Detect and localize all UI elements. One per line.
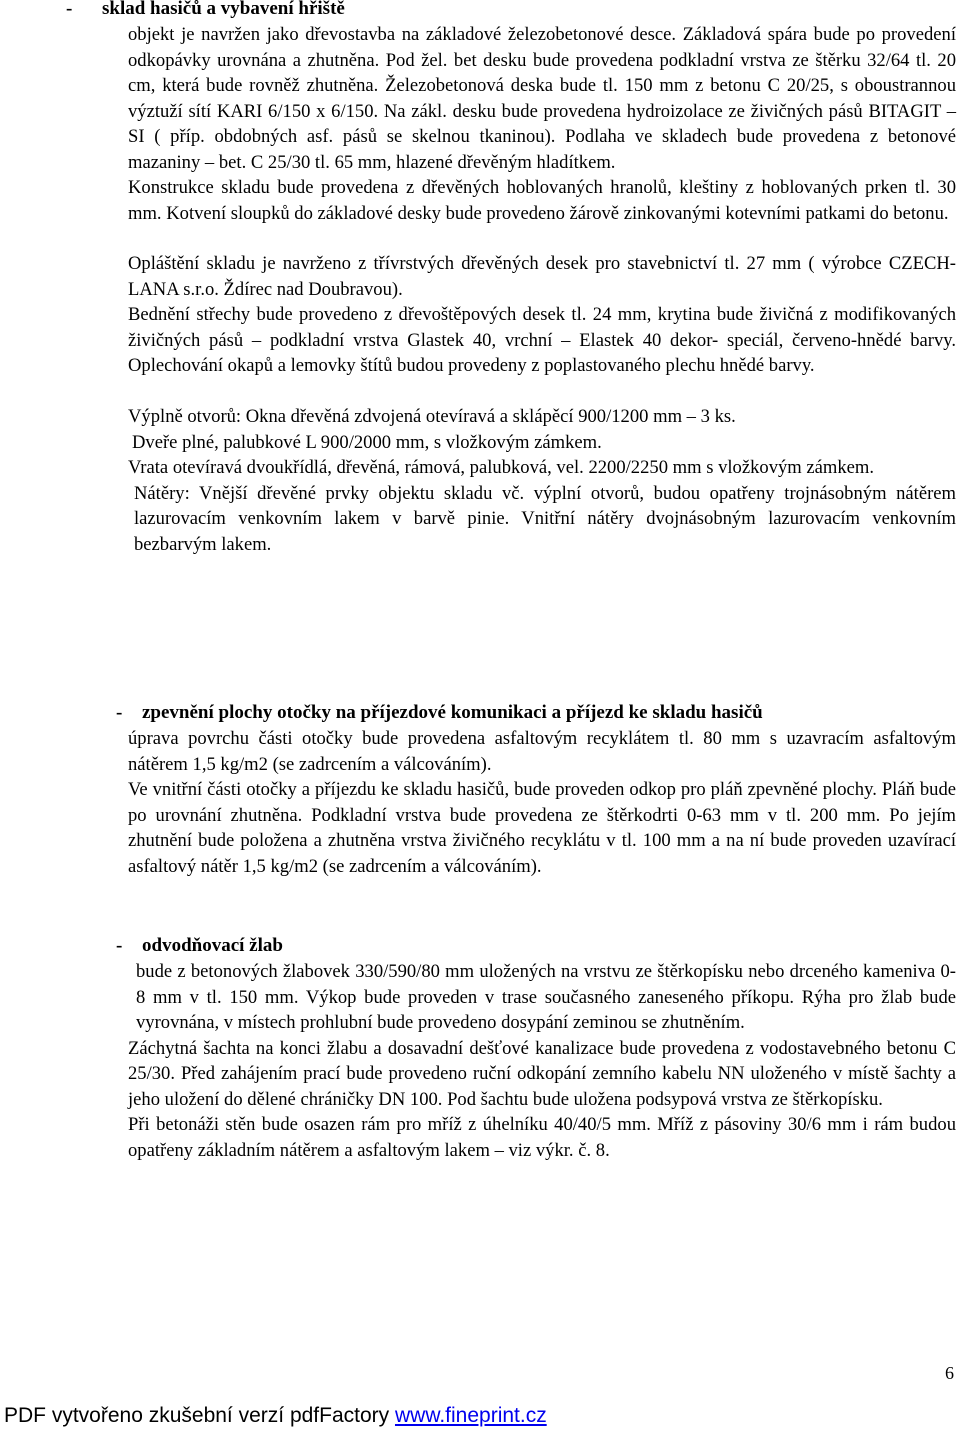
section-2-paragraph-1: úprava povrchu části otočky bude provedena asfaltovým recyklátem tl. 80 mm s uzavracím asfaltovým nátěrem 1,5 kg/m2 (se zadrcením a válcováním). (128, 728, 956, 775)
section-1-openings (128, 404, 956, 557)
section-2-paragraph-2: Ve vnitřní části otočky a příjezdu ke skladu hasičů, bude proveden odkop pro pláň zpevněné plochy. Pláň bude po urovnání zhutněna. Podkladní vrstva bude provedena ze štěrkodrti 0-63 mm v tl. 200 mm. Po jejím zhutnění bude položena a zhutněna vrstva živičného recyklátu v tl. 100 mm a na ní bude proveden uzavírací asfaltový nátěr 1,5 kg/m2 (se zadrcením a válcováním). (128, 779, 956, 877)
section-3-paragraph-2: Záchytná šachta na konci žlabu a dosavadní dešťové kanalizace bude provedena z vodostavebného betonu C 25/30. Před zahájením prací bude provedeno ruční odkopání zemního kabelu NN uloženého v místě šachty a jeho uložení do dělené chráničky DN 100. Pod šachtu bude uložena podsypová vrstva ze štěrkopísku. (128, 1037, 956, 1110)
section-2-dash: - (116, 702, 123, 723)
section-1-paragraph-1: objekt je navržen jako dřevostavba na základové železobetonové desce. Základová spára bude po provedení odkopávky urovnána a zhutněna. Pod žel. bet desku bude provedena podkladní vrstva ze štěrku 32/64 tl. 20 cm, která bude rovněž zhutněna. Železobetonová deska bude tl. 150 mm z betonu C 20/25, s oboustrannou výztuží sítí KARI 6/150 x 6/150. Na zákl. desku bude provedena hydroizolace ze živičných pásů BITAGIT – SI ( příp. obdobných asf. pásů se skelnou tkaninou). Podlaha ve skladech bude provedena z betonové mazaniny – bet. C 25/30 tl. 65 mm, hlazené dřevěným hladítkem. (128, 24, 956, 173)
section-1-paragraph-3: Opláštění skladu je navrženo z třívrstvých dřevěných desek pro stavebnictví tl. 27 mm ( výrobce CZECH-LANA s.r.o. Ždírec nad Doubravou). (128, 253, 956, 300)
section-2-title: zpevnění plochy otočky na příjezdové komunikaci a příjezd ke skladu hasičů (142, 702, 763, 723)
section-1-body (128, 22, 956, 226)
section-3-dash: - (116, 935, 123, 956)
footer-text: PDF vytvořeno zkušební verzí pdfFactory (4, 1404, 395, 1427)
section-1-dash: - (66, 0, 73, 19)
section-3-title: odvodňovací žlab (142, 935, 283, 956)
footer-link[interactable]: www.fineprint.cz (394, 1404, 547, 1427)
page-number: 6 (945, 1363, 954, 1383)
section-1-paragraph-7: Vrata otevíravá dvoukřídlá, dřevěná, rámová, palubková, vel. 2200/2250 mm s vložkovým zámkem. (128, 457, 875, 478)
section-1-title: sklad hasičů a vybavení hřiště (102, 0, 345, 19)
section-3-paragraph-3: Při betonáži stěn bude osazen rám pro mříž z úhelníku 40/40/5 mm. Mříž z pásoviny 30/6 mm i rám budou opatřeny základním nátěrem a asfaltovým lakem – viz výkr. č. 8. (128, 1114, 956, 1161)
section-3-body (128, 959, 956, 1163)
section-1-paragraph-5: Výplně otvorů: Okna dřevěná zdvojená otevíravá a sklápěcí 900/1200 mm – 3 ks. (128, 406, 736, 427)
pdf-footer (4, 1404, 547, 1428)
section-2-body (128, 726, 956, 879)
section-3-paragraph-1: bude z betonových žlabovek 330/590/80 mm uložených na vrstvu ze štěrkopísku nebo drceného kameniva 0-8 mm v tl. 150 mm. Výkop bude proveden v trase současného zaneseného příkopu. Rýha pro žlab bude vyrovnána, v místech prohlubní bude provedeno dosypání zeminou se zhutněním. (136, 961, 956, 1033)
section-1-paragraph-4: Bednění střechy bude provedeno z dřevoštěpových desek tl. 24 mm, krytina bude živičná z modifikovaných živičných pásů – podkladní vrstva Glastek 40, vrchní – Elastek 40 dekor- speciál, červeno-hnědé barvy. Oplechování okapů a lemovky štítů budou provedeny z poplastovaného plechu hnědé barvy. (128, 304, 956, 376)
section-1-paragraph-8: Nátěry: Vnější dřevěné prvky objektu skladu vč. výplní otvorů, budou opatřeny trojnásobným nátěrem lazurovacím venkovním lakem v barvě pinie. Vnitřní nátěry dvojnásobným lazurovacím venkovním bezbarvým lakem. (134, 482, 956, 555)
section-1-paragraph-6: Dveře plné, palubkové L 900/2000 mm, s vložkovým zámkem. (132, 431, 602, 453)
section-1-cladding (128, 251, 956, 379)
section-1-paragraph-2: Konstrukce skladu bude provedena z dřevěných hoblovaných hranolů, kleštiny z hoblovaných prken tl. 30 mm. Kotvení sloupků do základové desky bude provedeno žárově zinkovanými kotevními patkami do betonu. (128, 177, 956, 224)
